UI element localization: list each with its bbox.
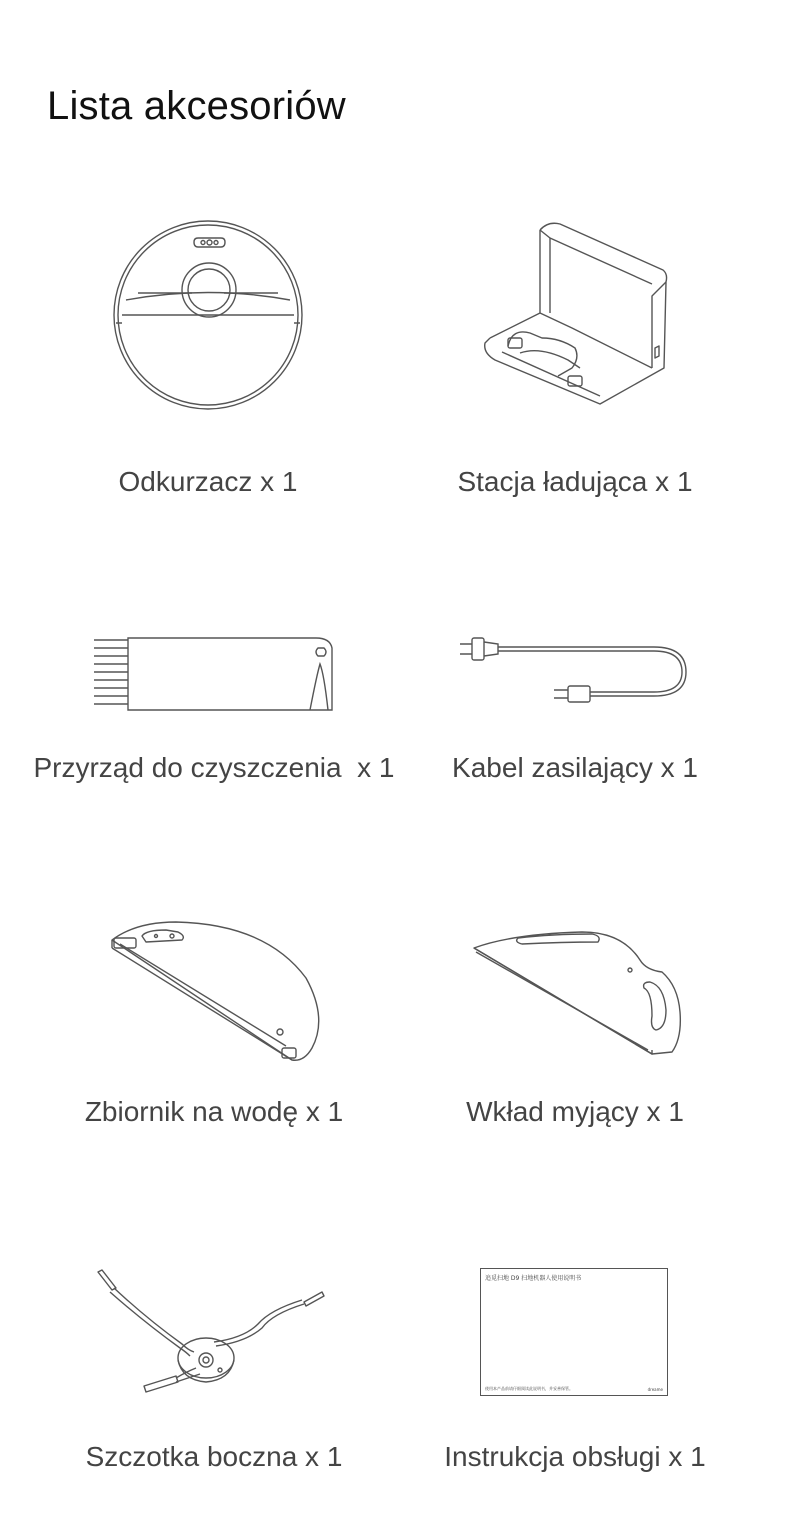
manual-footer-text: 使用本产品前请仔细阅读此说明书，并妥善保管。 (485, 1386, 573, 1391)
mop-pad-icon (472, 930, 686, 1056)
item-label-mop-pad: Wkład myjący x 1 (466, 1096, 684, 1127)
water-tank-icon (106, 918, 326, 1066)
item-label-manual: Instrukcja obsługi x 1 (444, 1441, 706, 1472)
power-cable-icon (458, 634, 692, 706)
manual-brand-text: dreame (647, 1387, 663, 1392)
item-label-side-brush: Szczotka boczna x 1 (85, 1441, 343, 1472)
item-label-cleaning-tool: Przyrząd do czyszczenia x 1 (33, 752, 395, 783)
charging-dock-icon (480, 218, 670, 408)
side-brush-icon (96, 1268, 328, 1402)
item-label-water-tank: Zbiornik na wodę x 1 (84, 1096, 344, 1127)
item-label-cable: Kabel zasilający x 1 (452, 752, 698, 783)
user-manual-icon (480, 1268, 668, 1396)
item-label-vacuum: Odkurzacz x 1 (118, 466, 298, 497)
robot-vacuum-icon (108, 215, 308, 415)
page-title: Lista akcesoriów (47, 84, 346, 128)
cleaning-tool-icon (92, 634, 336, 716)
manual-header-text: 追觅扫地 D9 扫地机器人使用说明书 (485, 1275, 582, 1282)
item-label-dock: Stacja ładująca x 1 (457, 466, 693, 497)
